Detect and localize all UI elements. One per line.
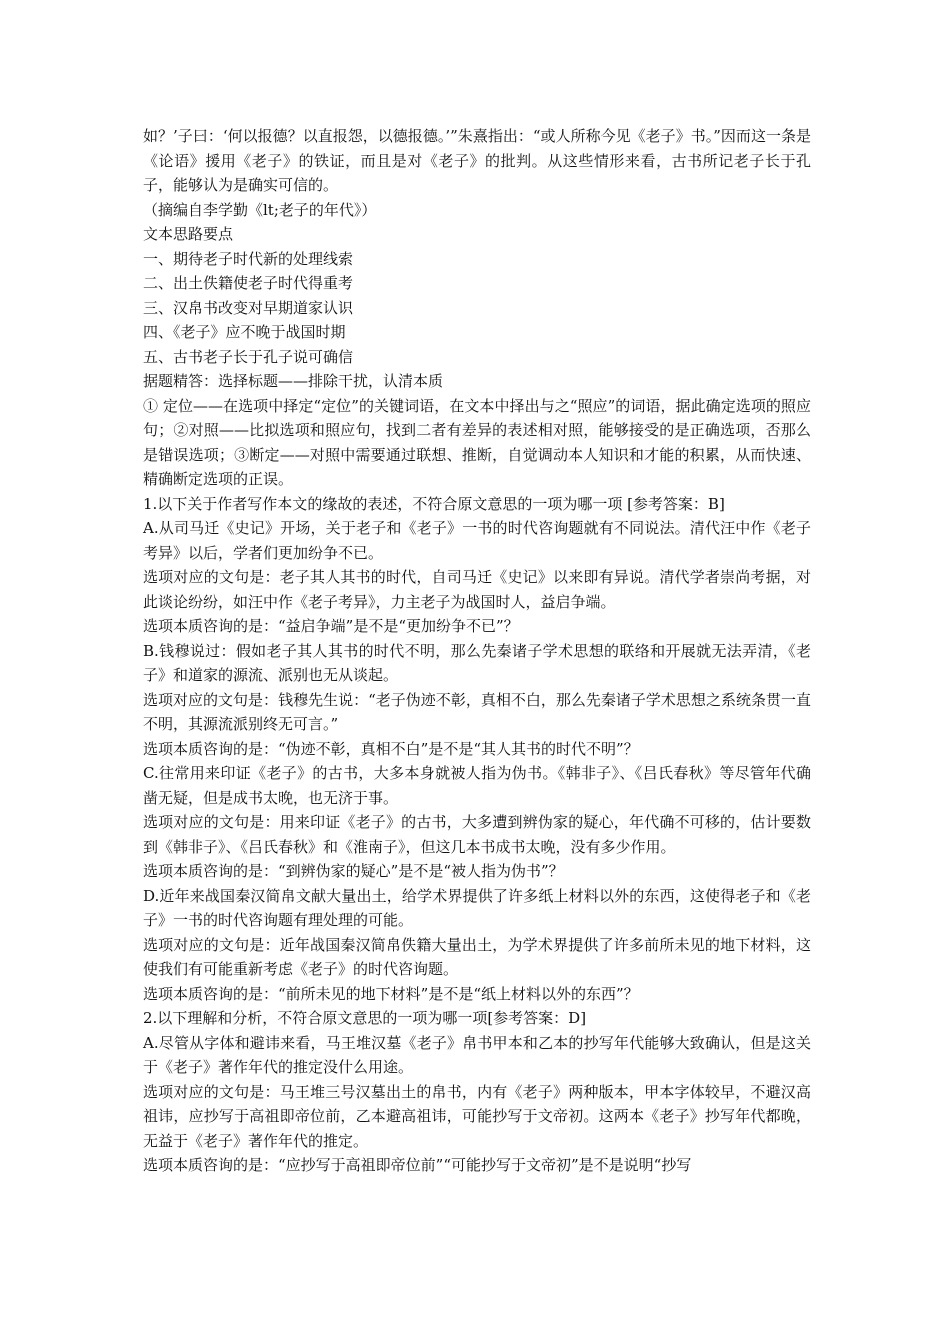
paragraph-21: D.近年来战国秦汉简帛文献大量出土，给学术界提供了许多纸上材料以外的东西，这使得老子和《老子》一书的时代咨询题有理处理的可能。 bbox=[143, 886, 811, 929]
paragraph-1: 如？’子曰：‘何以报德？以直报怨，以德报德。’”朱熹指出：“或人所称今见《老子》书。”因而这一条是《论语》援用《老子》的铁证，而且是对《老子》的批判。从这些情形来看，古书所记老子长于孔子，能够认为是确实可信的。 bbox=[143, 127, 811, 194]
paragraph-8: 五、古书老子长于孔子说可确信 bbox=[143, 347, 354, 366]
paragraph-12: A.从司马迁《史记》开场，关于老子和《老子》一书的时代咨询题就有不同说法。清代汪中作《老子考异》以后，学者们更加纷争不已。 bbox=[143, 519, 811, 562]
paragraph-5: 二、出土佚籍使老子时代得重考 bbox=[143, 274, 354, 292]
paragraph-19: 选项对应的文句是：用来印证《老子》的古书，大多遭到辨伪家的疑心，年代确不可移的，估计要数到《韩非子》、《吕氏春秋》和《淮南子》，但这几本书成书太晚，没有多少作用。 bbox=[143, 813, 811, 856]
paragraph-22: 选项对应的文句是：近年战国秦汉简帛佚籍大量出土，为学术界提供了许多前所未见的地下材料，这使我们有可能重新考虑《老子》的时代咨询题。 bbox=[143, 935, 811, 978]
paragraph-25: A.尽管从字体和避讳来看，马王堆汉墓《老子》帛书甲本和乙本的抄写年代能够大致确认，但是这关于《老子》著作年代的推定没什么用途。 bbox=[143, 1033, 811, 1076]
paragraph-4: 一、期待老子时代新的处理线索 bbox=[143, 249, 354, 268]
paragraph-13: 选项对应的文句是：老子其人其书的时代，自司马迁《史记》以来即有异说。清代学者崇尚考据，对此谈论纷纷，如汪中作《老子考异》，力主老子为战国时人，益启争端。 bbox=[143, 568, 811, 611]
paragraph-23: 选项本质咨询的是：“前所未见的地下材料”是不是“纸上材料以外的东西”？ bbox=[143, 984, 639, 1003]
paragraph-2: （摘编自李学勤《lt;老子的年代》） bbox=[143, 200, 377, 219]
paragraph-24: 2.以下理解和分析，不符合原文意思的一项为哪一项[参考答案：D] bbox=[143, 1009, 587, 1027]
paragraph-14: 选项本质咨询的是：“益启争端”是不是“更加纷争不已”？ bbox=[143, 617, 519, 635]
paragraph-10: ① 定位——在选项中择定“定位”的关键词语，在文本中择出与之“照应”的词语，据此确定选项的照应句；②对照——比拟选项和照应句，找到二者有差异的表述相对照，能够接受的是正确选项，否那么是错误选项；③断定——对照中需要通过联想、推断，自觉调动本人知识和才能的积累，从而快速、精确断定选项的正误。 bbox=[143, 396, 811, 488]
document-page bbox=[143, 124, 811, 1178]
paragraph-18: C.往常用来印证《老子》的古书，大多本身就被人指为伪书。《韩非子》、《吕氏春秋》等尽管年代确凿无疑，但是成书太晚，也无济于事。 bbox=[143, 764, 811, 807]
paragraph-16: 选项对应的文句是：钱穆先生说：“老子伪迹不彰，真相不白，那么先秦诸子学术思想之系统条贯一直不明，其源流派别终无可言。” bbox=[143, 690, 811, 733]
paragraph-27: 选项本质咨询的是：“应抄写于高祖即帝位前”“可能抄写于文帝初”是不是说明“抄写 bbox=[143, 1156, 692, 1174]
paragraph-7: 四、《老子》应不晚于战国时期 bbox=[143, 323, 346, 341]
paragraph-26: 选项对应的文句是：马王堆三号汉墓出土的帛书，内有《老子》两种版本，甲本字体较早，不避汉高祖讳，应抄写于高祖即帝位前，乙本避高祖讳，可能抄写于文帝初。这两本《老子》抄写年代都晚，无益于《老子》著作年代的推定。 bbox=[143, 1082, 811, 1150]
paragraph-6: 三、汉帛书改变对早期道家认识 bbox=[143, 298, 354, 317]
paragraph-17: 选项本质咨询的是：“伪迹不彰，真相不白”是不是“其人其书的时代不明”？ bbox=[143, 739, 639, 758]
paragraph-9: 据题精答：选择标题——排除干扰，认清本质 bbox=[143, 372, 444, 390]
paragraph-15: B.钱穆说过：假如老子其人其书的时代不明，那么先秦诸子学术思想的联络和开展就无法弄清，《老子》和道家的源流、派别也无从谈起。 bbox=[143, 641, 811, 684]
paragraph-3: 文本思路要点 bbox=[143, 225, 234, 243]
paragraph-11: 1.以下关于作者写作本文的缘故的表述，不符合原文意思的一项为哪一项 [参考答案：B] bbox=[143, 494, 725, 513]
paragraph-20: 选项本质咨询的是：“到辨伪家的疑心”是不是“被人指为伪书”？ bbox=[143, 862, 564, 880]
